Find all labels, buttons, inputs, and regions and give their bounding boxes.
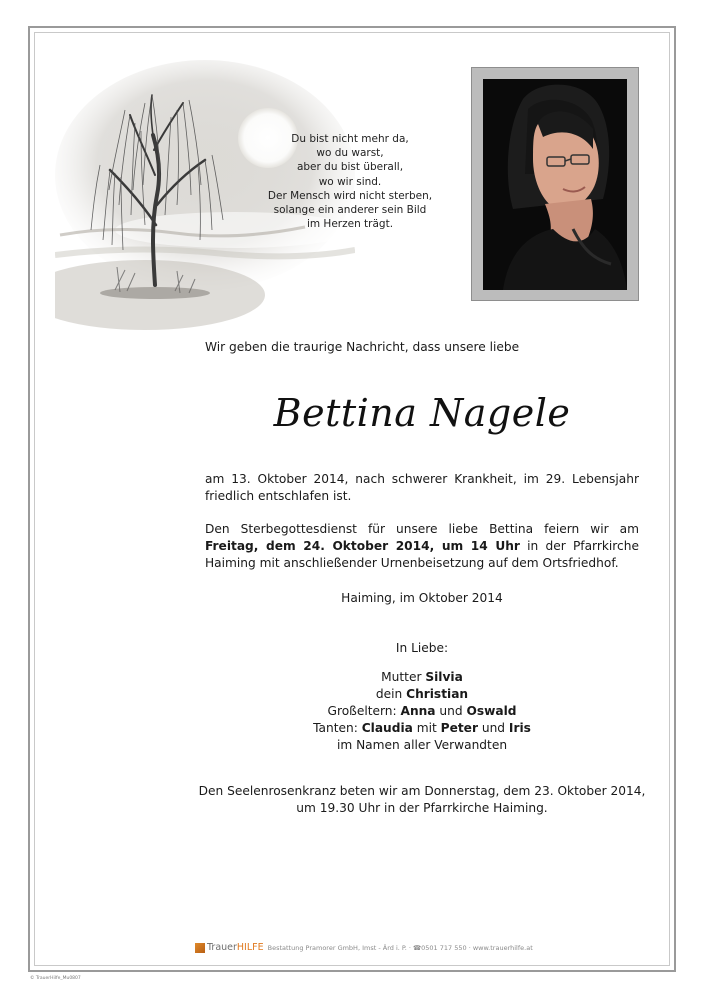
poem-line: wo du warst, bbox=[316, 147, 384, 160]
logo-text-trauer: Trauer bbox=[207, 942, 237, 953]
family-aunts: Tanten: Claudia mit Peter und Iris bbox=[313, 721, 531, 735]
poem-line: Du bist nicht mehr da, bbox=[291, 133, 409, 145]
poem-line: wo wir sind. bbox=[318, 175, 382, 188]
trauerhilfe-logo-icon bbox=[195, 943, 205, 953]
rosary-line-1: Den Seelenrosenkranz beten wir am Donnerstag, dem 23. Oktober 2014, bbox=[198, 784, 646, 798]
family-mother: Mutter Silvia bbox=[381, 670, 463, 684]
service-text-pre: Den Sterbegottesdienst für unsere liebe Bettina feiern wir am bbox=[205, 522, 639, 536]
portrait-frame bbox=[471, 67, 639, 301]
copyright-note: © TrauerHilfe_Mu0807 bbox=[30, 976, 81, 981]
portrait-photo bbox=[483, 79, 627, 290]
service-paragraph bbox=[205, 521, 639, 572]
logo-text-hilfe: HILFE bbox=[236, 942, 264, 953]
service-date-time: Freitag, dem 24. Oktober 2014, um 14 Uhr bbox=[205, 539, 520, 553]
in-love-heading: In Liebe: bbox=[395, 641, 449, 655]
family-partner: dein Christian bbox=[375, 687, 469, 701]
rosary-line-2: um 19.30 Uhr in der Pfarrkirche Haiming. bbox=[296, 801, 548, 815]
poem-line: Der Mensch wird nicht sterben, bbox=[267, 189, 433, 202]
service-text-post: in der Pfarrkirche Haiming mit anschließender Urnenbeisetzung auf dem Ortsfriedhof. bbox=[205, 539, 639, 570]
poem-line: solange ein anderer sein Bild bbox=[273, 204, 427, 217]
poem bbox=[250, 132, 450, 231]
intro-text: Wir geben die traurige Nachricht, dass unsere liebe bbox=[205, 340, 520, 354]
poem-line: aber du bist überall, bbox=[296, 161, 404, 174]
footer-info: Bestattung Pramorer GmbH, Imst - Ärd i. P. · ☎0501 717 550 · www.trauerhilfe.at bbox=[267, 943, 533, 952]
death-notice-paragraph: am 13. Oktober 2014, nach schwerer Krankheit, im 29. Lebensjahr friedlich entschlafen ist. bbox=[205, 472, 639, 503]
family-grandparents: Großeltern: Anna und Oswald bbox=[327, 704, 517, 718]
family-list bbox=[205, 669, 639, 754]
rosary-notice bbox=[160, 783, 684, 817]
place-date: Haiming, im Oktober 2014 bbox=[341, 591, 503, 605]
deceased-name: Bettina Nagele bbox=[273, 391, 571, 435]
family-relatives: im Namen aller Verwandten bbox=[336, 738, 508, 752]
poem-line: im Herzen trägt. bbox=[306, 218, 394, 231]
footer bbox=[195, 942, 575, 954]
